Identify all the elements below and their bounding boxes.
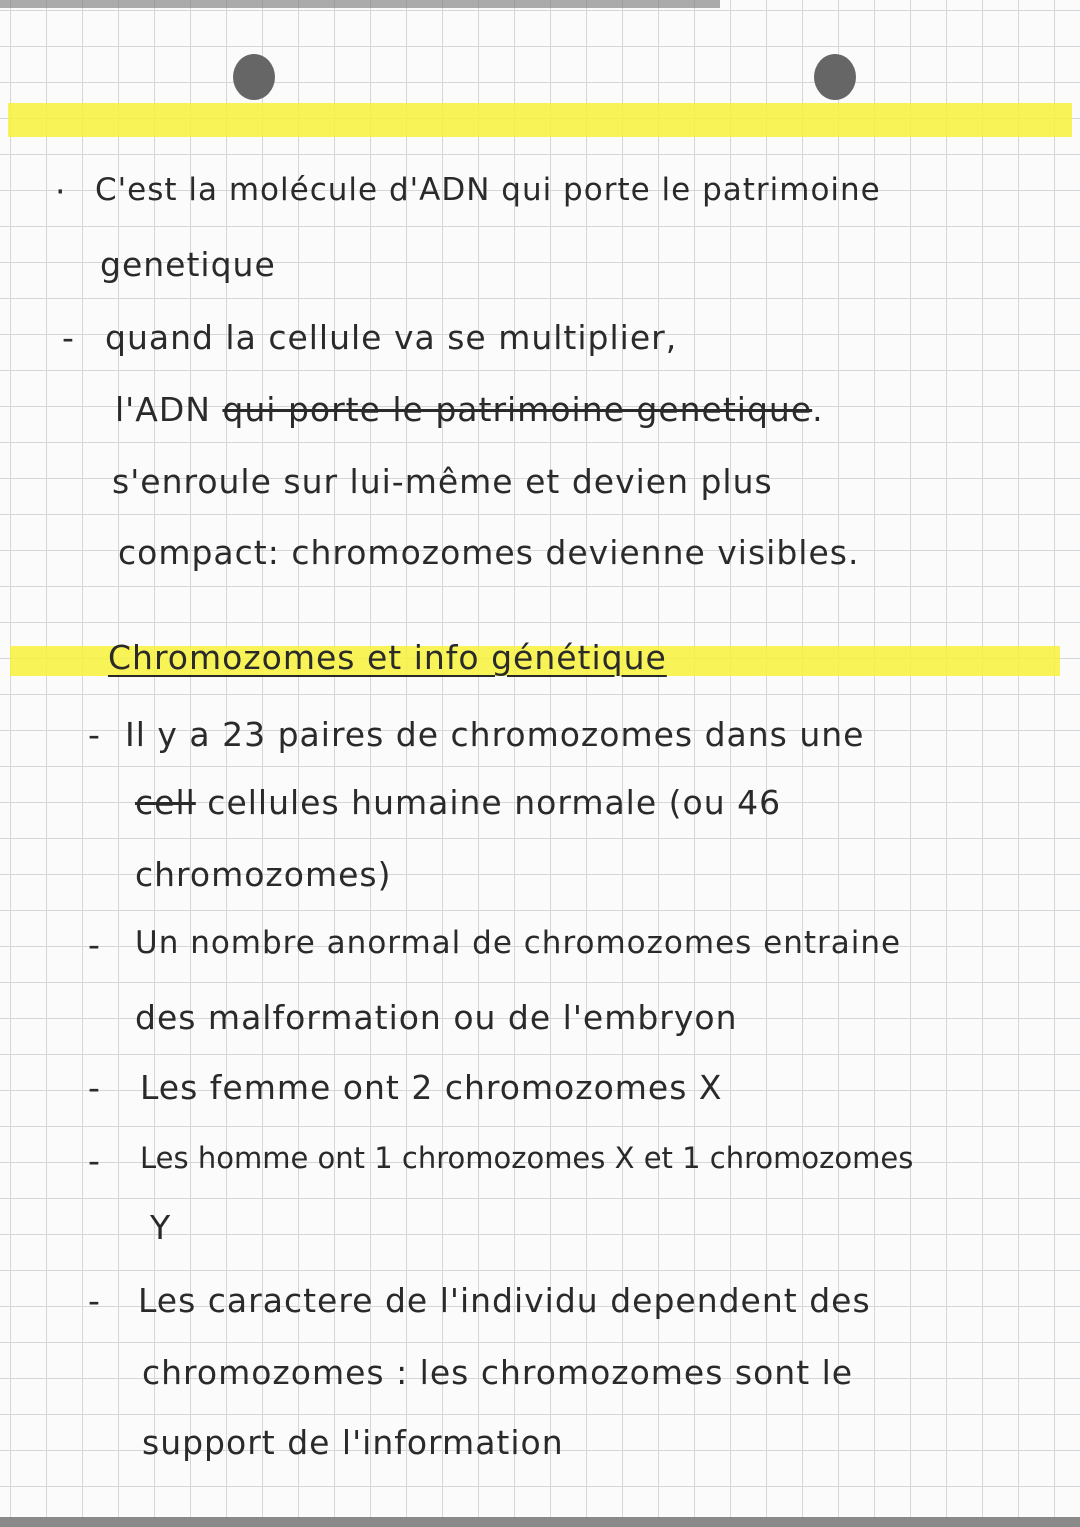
- note-line: s'enroule sur lui-même et devien plus: [112, 462, 773, 501]
- bullet: -: [88, 1141, 101, 1180]
- note-line: [135, 783, 781, 822]
- note-text: .: [812, 390, 824, 429]
- note-line: Y: [150, 1208, 172, 1247]
- bullet: -: [88, 1281, 101, 1320]
- bullet: -: [88, 925, 101, 964]
- struck-text: qui porte le patrimoine genetique: [222, 390, 813, 429]
- note-line: Les homme ont 1 chromozomes X et 1 chromozomes: [140, 1141, 914, 1175]
- note-text: l'ADN: [115, 390, 211, 429]
- highlight-left: [10, 646, 100, 676]
- note-line: Les caractere de l'individu dependent des: [138, 1281, 871, 1320]
- note-line: [115, 390, 824, 429]
- paper-bottom-edge: [0, 1517, 1080, 1527]
- note-line: C'est la molécule d'ADN qui porte le patrimoine: [95, 172, 881, 208]
- note-line: support de l'information: [142, 1423, 564, 1462]
- bullet: -: [62, 318, 75, 357]
- punch-hole-left: [233, 54, 275, 100]
- punch-hole-right: [814, 54, 856, 100]
- note-line: chromozomes): [135, 855, 392, 894]
- bullet: ·: [55, 172, 67, 211]
- section-heading: Chromozomes et info génétique: [108, 638, 667, 677]
- highlight-bar-top: [8, 103, 1072, 137]
- note-line: chromozomes : les chromozomes sont le: [142, 1353, 854, 1392]
- struck-text: cell: [135, 783, 196, 822]
- note-line: des malformation ou de l'embryon: [135, 998, 738, 1037]
- note-text: cellules humaine normale (ou 46: [207, 783, 782, 822]
- paper-top-edge: [0, 0, 720, 8]
- note-line: quand la cellule va se multiplier,: [105, 318, 678, 357]
- bullet: -: [88, 715, 101, 754]
- note-line: Un nombre anormal de chromozomes entraine: [135, 925, 902, 961]
- note-line: Les femme ont 2 chromozomes X: [140, 1068, 723, 1107]
- note-line: compact: chromozomes devienne visibles.: [118, 533, 860, 572]
- note-line: Il y a 23 paires de chromozomes dans une: [125, 715, 865, 754]
- note-line: genetique: [100, 245, 276, 284]
- bullet: -: [88, 1068, 101, 1107]
